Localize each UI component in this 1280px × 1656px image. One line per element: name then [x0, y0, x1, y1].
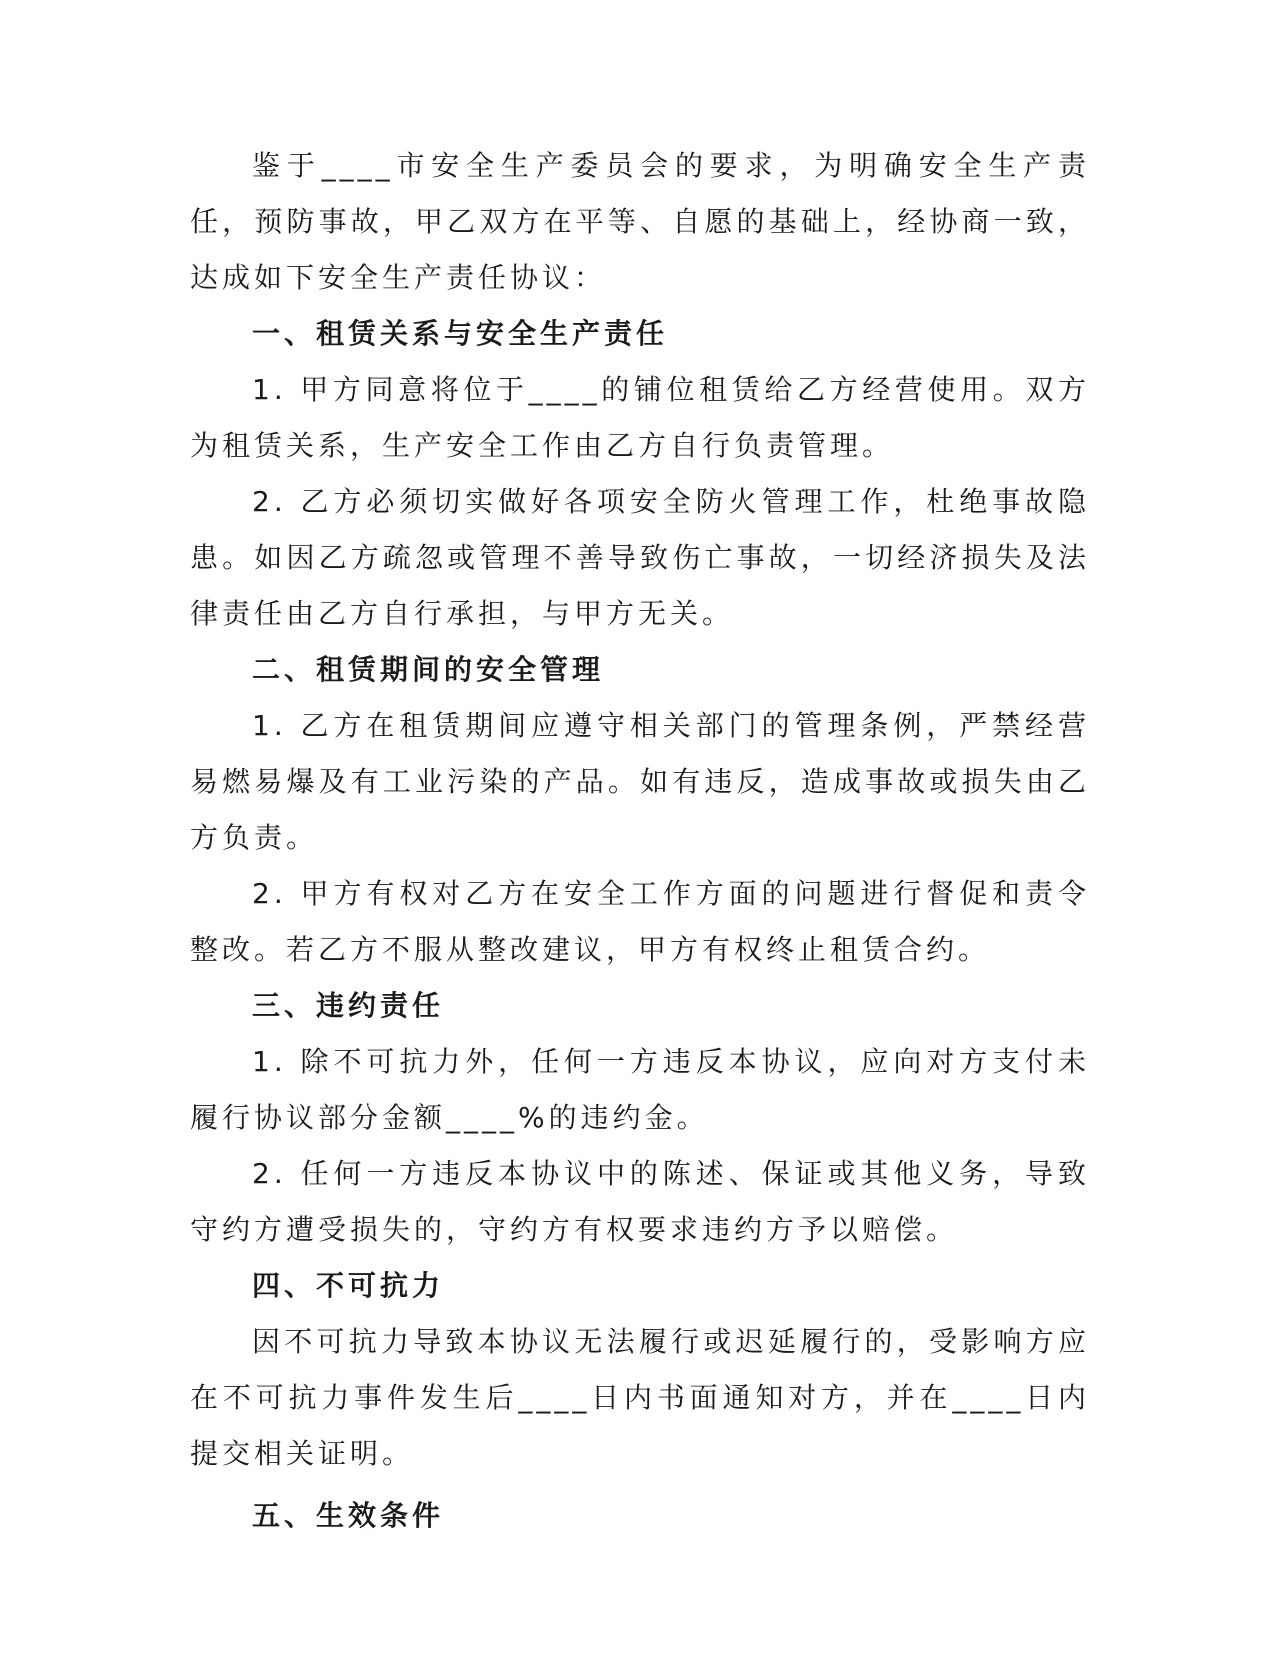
section-2-item-2: 2. 甲方有权对乙方在安全工作方面的问题进行督促和责令整改。若乙方不服从整改建议，甲方有权终止租赁合约。 [190, 877, 1090, 966]
document-body [190, 138, 1090, 1544]
section-5-heading: 五、生效条件 [252, 1499, 445, 1532]
section-2-heading: 二、租赁期间的安全管理 [252, 653, 605, 686]
section-1-item-2: 2. 乙方必须切实做好各项安全防火管理工作，杜绝事故隐患。如因乙方疏忽或管理不善导致伤亡事故，一切经济损失及法律责任由乙方自行承担，与甲方无关。 [190, 485, 1090, 630]
section-4-heading: 四、不可抗力 [252, 1269, 445, 1302]
section-3-item-2: 2. 任何一方违反本协议中的陈述、保证或其他义务，导致守约方遭受损失的，守约方有权要求违约方予以赔偿。 [190, 1157, 1090, 1246]
section-1-heading: 一、租赁关系与安全生产责任 [252, 317, 669, 350]
section-1-item-1: 1. 甲方同意将位于____的铺位租赁给乙方经营使用。双方为租赁关系，生产安全工作由乙方自行负责管理。 [190, 373, 1090, 462]
intro-paragraph: 鉴于____市安全生产委员会的要求，为明确安全生产责任，预防事故，甲乙双方在平等、自愿的基础上，经协商一致，达成如下安全生产责任协议： [190, 149, 1090, 294]
section-3-item-1: 1. 除不可抗力外，任何一方违反本协议，应向对方支付未履行协议部分金额____%的违约金。 [190, 1045, 1090, 1134]
section-4-body: 因不可抗力导致本协议无法履行或迟延履行的，受影响方应在不可抗力事件发生后____日内书面通知对方，并在____日内提交相关证明。 [190, 1325, 1090, 1470]
section-2-item-1: 1. 乙方在租赁期间应遵守相关部门的管理条例，严禁经营易燃易爆及有工业污染的产品。如有违反，造成事故或损失由乙方负责。 [190, 709, 1090, 854]
section-3-heading: 三、违约责任 [252, 989, 445, 1022]
